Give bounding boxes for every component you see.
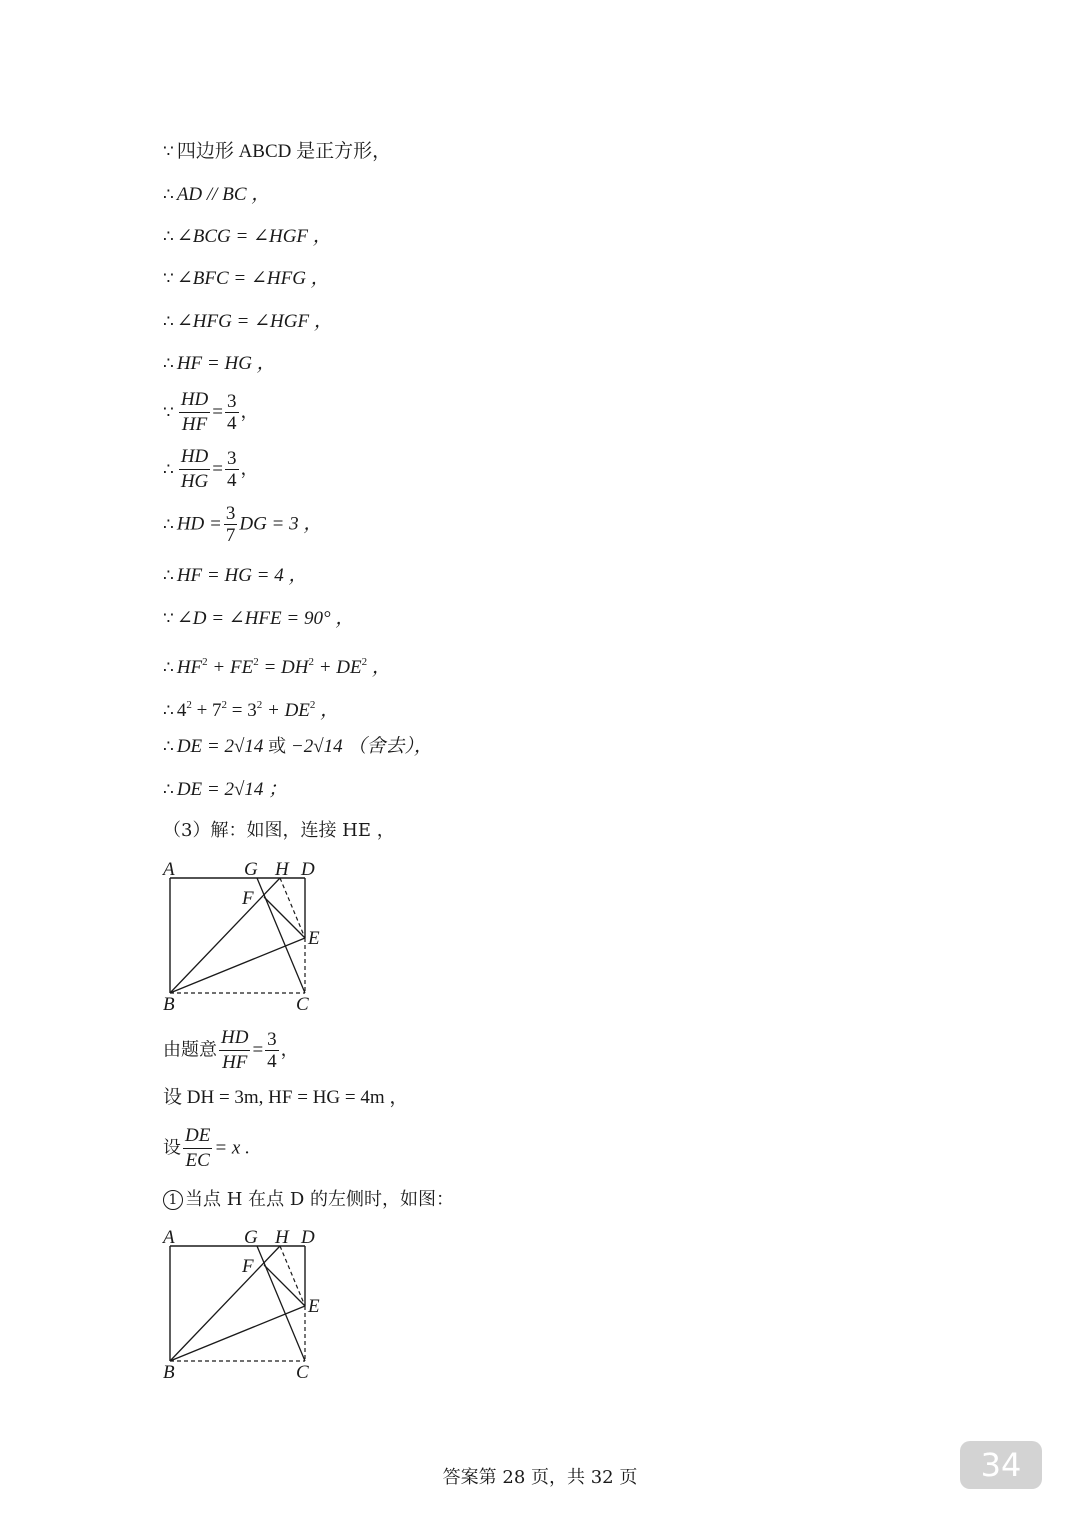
label-g: G	[244, 859, 258, 880]
label-e: E	[308, 928, 320, 949]
step-line-8: ∴ $\frac{HD}{HG}$ = $\frac{3}{4}$ ，	[163, 446, 259, 492]
label-f: F	[242, 1256, 254, 1277]
label-g: G	[244, 1227, 258, 1248]
label-d: D	[301, 859, 315, 880]
step-line-15: ∴ DE = 2√14 ；	[163, 779, 288, 800]
fraction-de-ec: $\frac{DE}{EC}$	[185, 1125, 211, 1171]
page-number-badge: 34	[960, 1441, 1042, 1489]
step-line-14: ∴ DE = 2√14 或 −2√14 （舍去），	[163, 736, 433, 757]
fraction-3-4: $\frac{3}{4}$	[227, 448, 237, 491]
step-line-17: 由题意 $\frac{HD}{HF}$ = $\frac{3}{4}$ ，	[163, 1027, 299, 1073]
segment-fe	[264, 897, 305, 938]
segment-be	[170, 1306, 305, 1361]
label-a: A	[163, 859, 175, 880]
step-line-7: ∵ $\frac{HD}{HF}$ = $\frac{3}{4}$ ，	[163, 389, 259, 435]
geometry-figure-1	[160, 855, 360, 1019]
label-e: E	[308, 1296, 320, 1317]
label-h: H	[275, 859, 289, 880]
segment-he	[280, 878, 305, 938]
segment-fe	[264, 1265, 305, 1306]
label-b: B	[163, 994, 175, 1015]
segment-gc	[257, 1246, 305, 1361]
label-h: H	[275, 1227, 289, 1248]
step-line-5: ∴ ∠HFG = ∠HGF ，	[163, 311, 333, 332]
fraction-3-7: $\frac{3}{7}$	[225, 503, 236, 546]
step-line-20: 1 当点 H 在点 D 的左侧时，如图：	[163, 1188, 454, 1212]
label-a: A	[163, 1227, 175, 1248]
segment-be	[170, 938, 305, 993]
step-line-6: ∴ HF = HG ，	[163, 353, 276, 374]
fraction-hd-hf: $\frac{HD}{HF}$	[221, 1027, 249, 1073]
segment-gc	[257, 878, 305, 993]
fraction-hd-hg: $\frac{HD}{HG}$	[180, 446, 209, 492]
step-line-16: （3）解：如图，连接 HE ，	[163, 820, 395, 841]
page-footer: 答案第 28 页，共 32 页	[442, 1467, 638, 1488]
step-line-1: ∵ 四边形 ABCD 是正方形，	[163, 141, 392, 162]
step-line-18: 设 DH = 3m, HF = HG = 4m ，	[163, 1087, 409, 1108]
step-line-3: ∴ ∠BCG = ∠HGF ，	[163, 226, 332, 247]
circled-number: 1	[163, 1190, 183, 1210]
step-line-19: 设 $\frac{DE}{EC}$ = x .	[163, 1125, 250, 1171]
fraction-3-4: $\frac{3}{4}$	[227, 391, 237, 434]
step-line-4: ∵ ∠BFC = ∠HFG ，	[163, 268, 330, 289]
fraction-3-4: $\frac{3}{4}$	[267, 1029, 277, 1072]
fraction-hd-hf: $\frac{HD}{HF}$	[180, 389, 209, 435]
step-line-9: ∴ HD = $\frac{3}{7}$ DG = 3 ，	[163, 503, 323, 546]
label-c: C	[296, 1362, 309, 1383]
label-b: B	[163, 1362, 175, 1383]
label-d: D	[301, 1227, 315, 1248]
step-line-13: ∴ $4^2 + 7^2 = 3^2 + DE^2$ ，	[163, 699, 340, 721]
step-line-2: ∴ AD // BC ，	[163, 184, 271, 205]
step-line-11: ∵ ∠D = ∠HFE = 90° ，	[163, 608, 355, 629]
step-line-10: ∴ HF = HG = 4 ，	[163, 565, 308, 586]
segment-he	[280, 1246, 305, 1306]
geometry-figure-2	[160, 1223, 360, 1387]
step-line-12: ∴ $HF^2 + FE^2 = DH^2 + DE^2$ ，	[163, 656, 391, 678]
label-c: C	[296, 994, 309, 1015]
label-f: F	[242, 888, 254, 909]
